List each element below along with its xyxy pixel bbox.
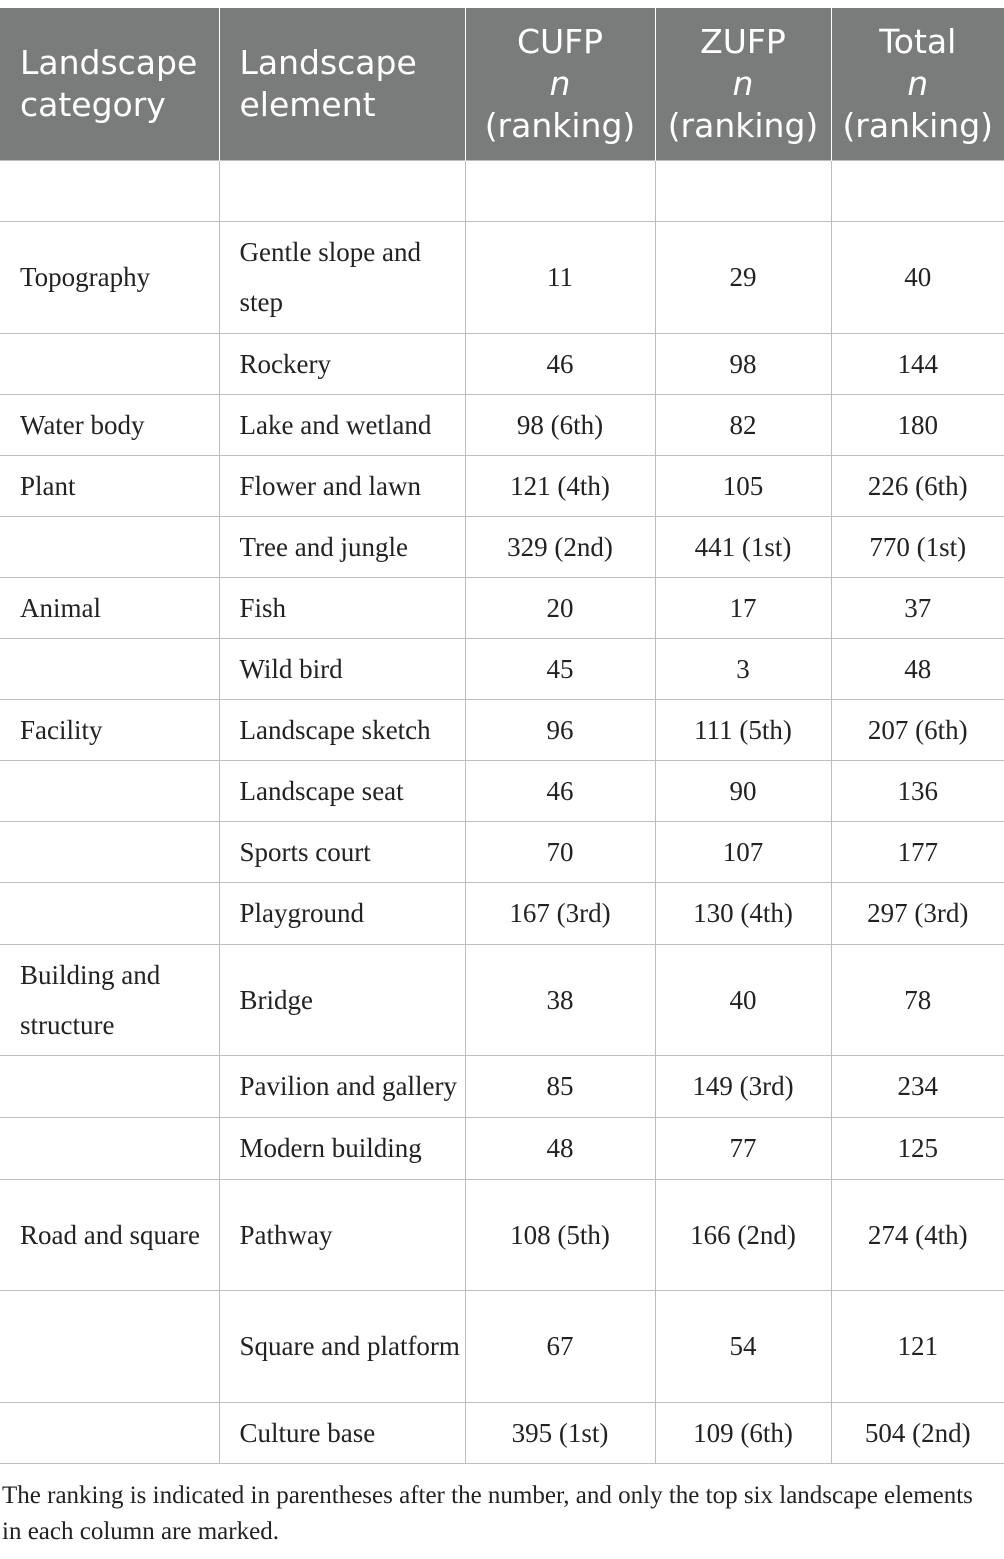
- category-cell: Facility: [0, 699, 219, 760]
- total-cell: 177: [831, 821, 1004, 882]
- element-cell: Bridge: [219, 944, 465, 1055]
- table-row: [0, 1402, 1004, 1463]
- total-cell: 78: [831, 944, 1004, 1055]
- cufp-cell: 167 (3rd): [465, 882, 655, 944]
- empty-cell: [465, 160, 655, 221]
- cufp-cell: 46: [465, 760, 655, 821]
- zufp-cell: 82: [655, 394, 831, 455]
- table-row: [0, 1117, 1004, 1179]
- cufp-cell: 48: [465, 1117, 655, 1179]
- total-cell: 37: [831, 577, 1004, 638]
- cufp-cell: 45: [465, 638, 655, 699]
- table-header-row: [0, 8, 1004, 160]
- table-row: [0, 821, 1004, 882]
- total-cell: 226 (6th): [831, 455, 1004, 516]
- element-cell: Wild bird: [219, 638, 465, 699]
- element-cell: Modern building: [219, 1117, 465, 1179]
- element-cell: Culture base: [219, 1402, 465, 1463]
- category-cell: Building and structure: [0, 944, 219, 1055]
- total-cell: 180: [831, 394, 1004, 455]
- category-cell: [0, 638, 219, 699]
- total-cell: 40: [831, 221, 1004, 333]
- header-total-name: Total: [879, 21, 957, 61]
- element-cell: Gentle slope and step: [219, 221, 465, 333]
- zufp-cell: 105: [655, 455, 831, 516]
- total-cell: 274 (4th): [831, 1179, 1004, 1290]
- zufp-cell: 130 (4th): [655, 882, 831, 944]
- element-cell: Playground: [219, 882, 465, 944]
- header-total-n: n: [907, 63, 929, 103]
- zufp-cell: 54: [655, 1290, 831, 1402]
- empty-cell: [219, 160, 465, 221]
- total-cell: 144: [831, 333, 1004, 394]
- table-row: [0, 944, 1004, 1055]
- cufp-cell: 70: [465, 821, 655, 882]
- element-cell: Pathway: [219, 1179, 465, 1290]
- category-cell: [0, 1055, 219, 1117]
- element-cell: Rockery: [219, 333, 465, 394]
- total-cell: 234: [831, 1055, 1004, 1117]
- zufp-cell: 29: [655, 221, 831, 333]
- header-cufp-ranking: (ranking): [484, 105, 636, 145]
- header-zufp: [655, 8, 831, 160]
- header-zufp-n: n: [732, 63, 754, 103]
- table-row: [0, 1055, 1004, 1117]
- header-cufp-name: CUFP: [516, 21, 604, 61]
- total-cell: 504 (2nd): [831, 1402, 1004, 1463]
- zufp-cell: 77: [655, 1117, 831, 1179]
- zufp-cell: 98: [655, 333, 831, 394]
- cufp-cell: 98 (6th): [465, 394, 655, 455]
- element-cell: Lake and wetland: [219, 394, 465, 455]
- category-cell: [0, 882, 219, 944]
- total-cell: 121: [831, 1290, 1004, 1402]
- table-row: [0, 699, 1004, 760]
- header-landscape-element: Landscape element: [219, 8, 465, 160]
- zufp-cell: 3: [655, 638, 831, 699]
- element-cell: Sports court: [219, 821, 465, 882]
- empty-cell: [0, 160, 219, 221]
- total-cell: 207 (6th): [831, 699, 1004, 760]
- header-zufp-ranking: (ranking): [667, 105, 819, 145]
- category-cell: Water body: [0, 394, 219, 455]
- table-footnote: The ranking is indicated in parentheses after the number, and only the top six landscape elements in each column are marked.: [2, 1482, 973, 1545]
- category-cell: Plant: [0, 455, 219, 516]
- element-cell: Pavilion and gallery: [219, 1055, 465, 1117]
- cufp-cell: 96: [465, 699, 655, 760]
- table-row: [0, 455, 1004, 516]
- zufp-cell: 166 (2nd): [655, 1179, 831, 1290]
- header-cufp: [465, 8, 655, 160]
- total-cell: 136: [831, 760, 1004, 821]
- table-row: [0, 516, 1004, 577]
- category-cell: [0, 1402, 219, 1463]
- category-cell: Animal: [0, 577, 219, 638]
- element-cell: Landscape sketch: [219, 699, 465, 760]
- cufp-cell: 329 (2nd): [465, 516, 655, 577]
- cufp-cell: 85: [465, 1055, 655, 1117]
- total-cell: 48: [831, 638, 1004, 699]
- table-row: [0, 577, 1004, 638]
- table-row: [0, 221, 1004, 333]
- element-cell: Tree and jungle: [219, 516, 465, 577]
- zufp-cell: 107: [655, 821, 831, 882]
- cufp-cell: 11: [465, 221, 655, 333]
- cufp-cell: 20: [465, 577, 655, 638]
- category-cell: [0, 516, 219, 577]
- cufp-cell: 67: [465, 1290, 655, 1402]
- landscape-elements-table: [0, 8, 1004, 1464]
- empty-cell: [831, 160, 1004, 221]
- zufp-cell: 441 (1st): [655, 516, 831, 577]
- cufp-cell: 395 (1st): [465, 1402, 655, 1463]
- category-cell: [0, 333, 219, 394]
- zufp-cell: 40: [655, 944, 831, 1055]
- header-zufp-name: ZUFP: [700, 21, 786, 61]
- empty-cell: [655, 160, 831, 221]
- zufp-cell: 149 (3rd): [655, 1055, 831, 1117]
- table-row: [0, 638, 1004, 699]
- zufp-cell: 109 (6th): [655, 1402, 831, 1463]
- table-row: [0, 1290, 1004, 1402]
- category-cell: [0, 1117, 219, 1179]
- total-cell: 125: [831, 1117, 1004, 1179]
- element-cell: Square and platform: [219, 1290, 465, 1402]
- category-cell: [0, 760, 219, 821]
- header-cufp-n: n: [549, 63, 571, 103]
- cufp-cell: 121 (4th): [465, 455, 655, 516]
- category-cell: [0, 1290, 219, 1402]
- zufp-cell: 90: [655, 760, 831, 821]
- table-row: [0, 1179, 1004, 1290]
- element-cell: Flower and lawn: [219, 455, 465, 516]
- total-cell: 770 (1st): [831, 516, 1004, 577]
- header-total: [831, 8, 1004, 160]
- empty-spacer-row: [0, 160, 1004, 221]
- category-cell: Road and square: [0, 1179, 219, 1290]
- table-row: [0, 760, 1004, 821]
- cufp-cell: 108 (5th): [465, 1179, 655, 1290]
- element-cell: Landscape seat: [219, 760, 465, 821]
- category-cell: [0, 821, 219, 882]
- table-row: [0, 333, 1004, 394]
- element-cell: Fish: [219, 577, 465, 638]
- header-landscape-category: Landscape category: [0, 8, 219, 160]
- header-total-ranking: (ranking): [842, 105, 994, 145]
- table-row: [0, 882, 1004, 944]
- zufp-cell: 17: [655, 577, 831, 638]
- table-row: [0, 394, 1004, 455]
- zufp-cell: 111 (5th): [655, 699, 831, 760]
- category-cell: Topography: [0, 221, 219, 333]
- total-cell: 297 (3rd): [831, 882, 1004, 944]
- cufp-cell: 38: [465, 944, 655, 1055]
- cufp-cell: 46: [465, 333, 655, 394]
